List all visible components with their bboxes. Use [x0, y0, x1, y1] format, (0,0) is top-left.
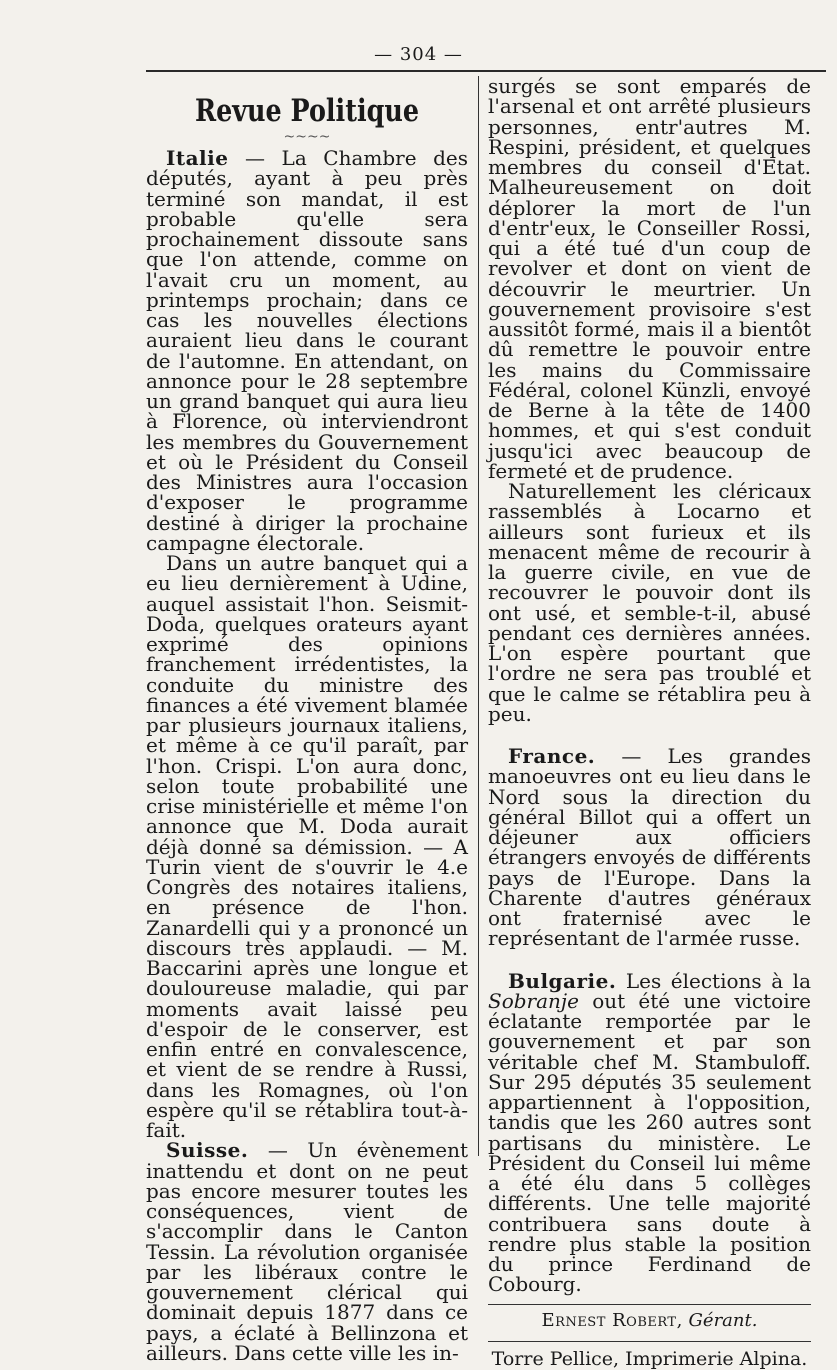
bulgarie-paragraph [488, 968, 811, 1297]
france-paragraph [488, 746, 811, 949]
left-column [146, 76, 468, 1363]
bulgarie-italic: Sobranje [488, 988, 579, 1013]
printer-line: Torre Pellice, Imprimerie Alpina. [491, 1347, 808, 1370]
signature-rule [488, 1304, 811, 1305]
section-gap [488, 949, 811, 971]
italie-paragraph-2: Dans un autre banquet qui a eu lieu dernièrement à Udine, auquel assistait l'hon. Seismit-Doda, quelques orateurs ayant exprimé des opinions franchement irrédentistes, la conduite du ministre des finances a été vivement blamée par plusieurs journaux italiens, et même à ce qu'il paraît, par l'hon. Crispi. L'on aura donc, selon toute probabilité une crise ministérielle et même l'on annonce que M. Doda aurait déjà donné sa démission. — A Turin vient de s'ouvrir le 4.e Congrès des notaires italiens, en présence de l'hon. Zanardelli qui y a prononcé un discours très applaudi. — M. Baccarini après une longue et douloureuse maladie, qui par moments avait laissé peu d'espoir de le conserver, est enfin entré en convalescence, et vient de se rendre à Russi, dans les Romagnes, où l'on espère qu'il se rétablira tout-à-fait. [146, 551, 468, 1142]
column-divider [478, 76, 479, 1156]
signature [488, 1311, 811, 1331]
bulgarie-lead: Bulgarie. [508, 968, 617, 993]
italie-text-1: — La Chambre des députés, ayant à peu près terminé son mandat, il est probable qu'elle sera prochainement dissoute sans que l'on attende, comme on l'avait cru un moment, au printemps prochain; dans ce cas les nouvelles élections auraient lieu dans le courant de l'automne. En attendant, on annonce pour le 28 septembre un grand banquet qui aura lieu à Florence, où interviendront les membres du Gouvernement et où le Président du Conseil des Ministres aura l'occasion d'exposer le programme destiné à diriger la prochaine campagne électorale. [146, 146, 468, 555]
suisse-paragraph-1 [146, 1140, 468, 1363]
suisse-text-1: — Un évènement inattendu et dont on ne peut pas encore mesurer toutes les conséquences, vient de s'accomplir dans le Canton Tessin. La révolution organisée par les libéraux contre le gouvernement clérical qui dominait depuis 1877 dans ce pays, a éclaté à Bellinzona et ailleurs. Dans cette ville les in- [146, 1138, 468, 1365]
italie-lead: Italie [166, 146, 229, 170]
page-number: — 304 — [374, 44, 463, 65]
section-gap [488, 724, 811, 746]
signature-role: Gérant. [688, 1309, 758, 1331]
header-rule [146, 70, 826, 72]
bulgarie-text-a: Les élections à la [616, 968, 811, 993]
right-column [488, 76, 811, 1370]
bulgarie-text-b: out été une victoire éclatante remportée par le gouvernement et par son véritable chef M. Stambuloff. Sur 295 députés 35 seulement appartiennent à l'opposition, tandis que les 260 autres sont partisans du ministère. Le Président du Conseil lui même a été élu dans 5 collèges différents. Une telle majorité contribuera sans doute à rendre plus stable la position du prince Ferdinand de Cobourg. [488, 988, 811, 1297]
suisse-lead: Suisse. [166, 1138, 249, 1163]
suisse-continuation: surgés se sont emparés de l'arsenal et ont arrêté plusieurs personnes, entr'autres M. Respini, président, et quelques membres du conseil d'Etat. Malheureusement on doit déplorer la mort de l'un d'entr'eux, le Conseiller Rossi, qui a été tué d'un coup de revolver et dont on vient de découvrir le meurtrier. Un gouvernement provisoire s'est aussitôt formé, mais il a bientôt dû remettre le pouvoir entre les mains du Commissaire Fédéral, colonel Künzli, envoyé de Berne à la tête de 1400 hommes, et qui s'est conduit jusqu'ici avec beaucoup de fermeté et de prudence. [488, 74, 811, 483]
title-ornament: ~~~~ [283, 129, 331, 145]
italie-paragraph-1 [146, 148, 468, 553]
printer-rule [488, 1341, 811, 1342]
france-text: — Les grandes manoeuvres ont eu lieu dans le Nord sous la direction du général Billot qui a offert un déjeuner aux officiers étrangers envoyés de différents pays de l'Europe. Dans la Charente d'autres généraux ont fraternisé avec le représentant de l'armée russe. [488, 744, 811, 951]
article-title: Revue Politique [194, 93, 420, 129]
suisse-paragraph-2: Naturellement les cléricaux rassemblés à Locarno et ailleurs sont furieux et ils menacent même de recourir à la guerre civile, en vue de recouvrer le pouvoir dont ils ont usé, et semble-t-il, abusé pendant ces dernières années. L'on espère pourtant que l'ordre ne sera pas troublé et que le calme se rétablira peu à peu. [488, 479, 811, 726]
signature-name: Ernest Robert, [541, 1309, 683, 1331]
france-lead: France. [508, 744, 596, 768]
